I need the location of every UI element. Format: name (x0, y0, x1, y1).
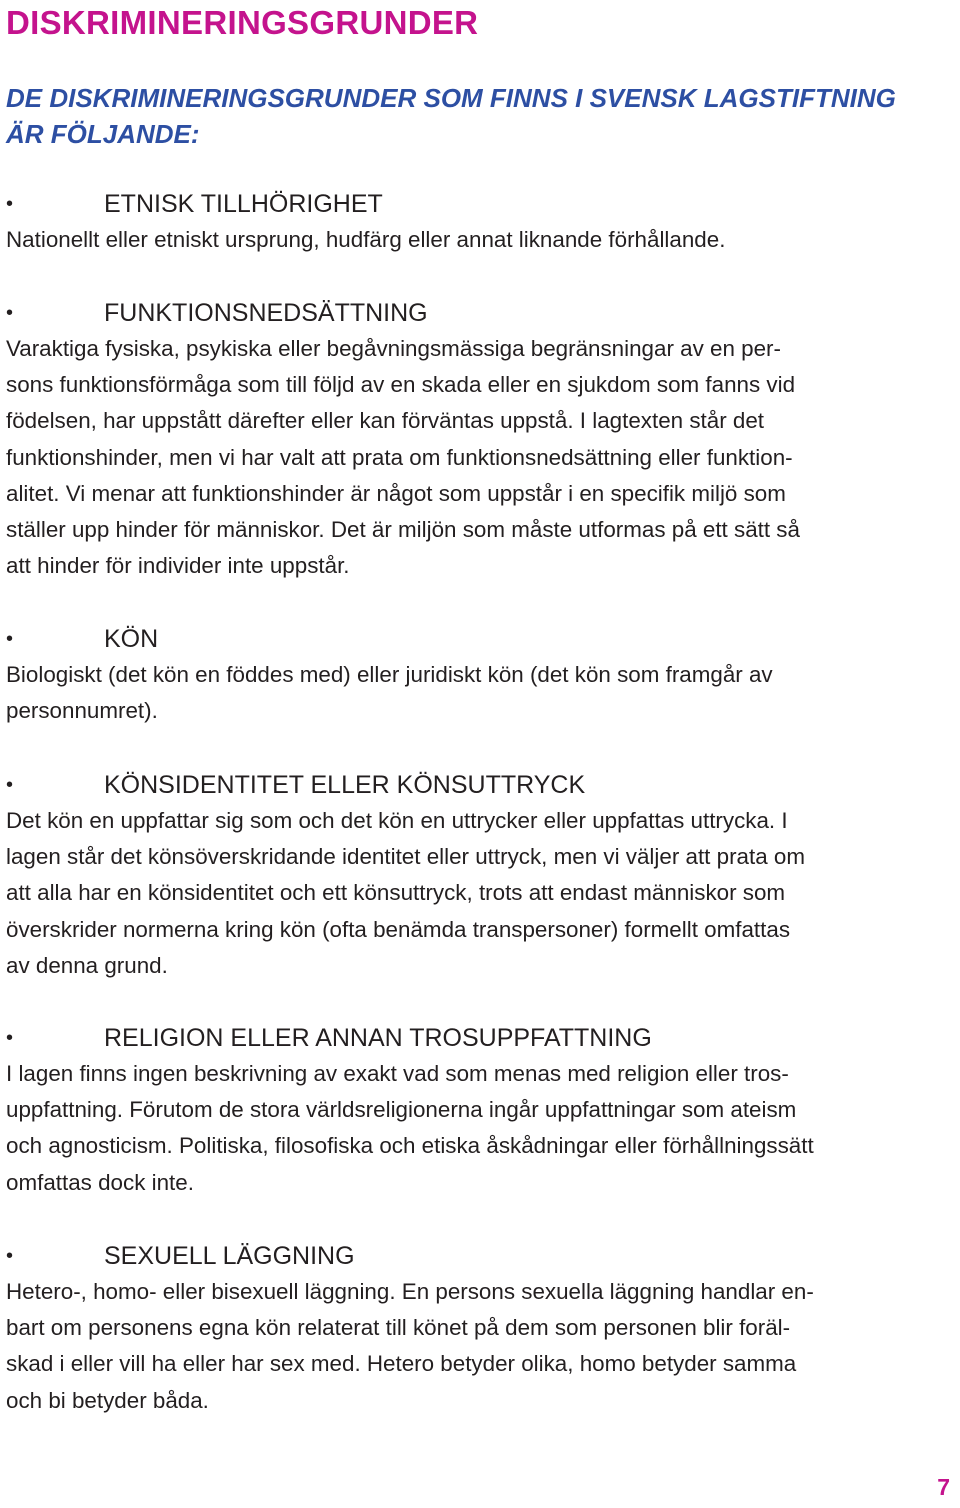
section-konsidentitet (6, 767, 954, 984)
body-line: bart om personens egna kön relaterat till könet på dem som personen blir foräl- (6, 1315, 791, 1341)
body-line: Hetero-, homo- eller bisexuell läggning. En persons sexuella läggning handlar en- (6, 1279, 814, 1304)
bullet-icon: • (6, 1245, 14, 1267)
bullet-icon: • (6, 1027, 14, 1049)
section-body (6, 1274, 954, 1419)
page-number: 7 (937, 1474, 950, 1500)
body-line: av denna grund. (6, 952, 168, 978)
section-heading-label: KÖN (104, 625, 159, 653)
bullet-icon: • (6, 302, 14, 324)
body-line: skad i eller vill ha eller har sex med. Hetero betyder olika, homo betyder samma (6, 1351, 797, 1377)
bullet-icon: • (6, 628, 14, 650)
section-kon (6, 621, 954, 729)
section-religion (6, 1020, 954, 1201)
section-body (6, 1056, 954, 1201)
section-heading-label: FUNKTIONSNEDSÄTTNING (104, 299, 428, 327)
body-line: ställer upp hinder för människor. Det är miljön som måste utformas på ett sätt så (6, 517, 800, 543)
section-heading (6, 1020, 954, 1056)
body-line: att hinder för individer inte uppstår. (6, 553, 350, 579)
section-sexuell-laggning (6, 1238, 954, 1419)
section-heading-label: KÖNSIDENTITET ELLER KÖNSUTTRYCK (104, 771, 586, 799)
body-line: och agnosticism. Politiska, filosofiska och etiska åskådningar eller förhållningssätt (6, 1133, 814, 1159)
body-line: alitet. Vi menar att funktionshinder är något som uppstår i en specifik miljö som (6, 480, 786, 506)
body-line: Nationellt eller etniskt ursprung, hudfärg eller annat liknande förhållande. (6, 227, 726, 252)
body-line: personnumret). (6, 698, 158, 724)
section-body (6, 803, 954, 984)
body-line: funktionshinder, men vi har valt att prata om funktionsnedsättning eller funktion- (6, 444, 793, 470)
body-line: och bi betyder båda. (6, 1387, 209, 1413)
body-line: att alla har en könsidentitet och ett könsuttryck, trots att endast människor som (6, 880, 786, 906)
body-line: lagen står det könsöverskridande identitet eller uttryck, men vi väljer att prata om (6, 844, 805, 870)
body-line: Varaktiga fysiska, psykiska eller begåvningsmässiga begränsningar av en per- (6, 336, 781, 361)
section-heading (6, 186, 954, 222)
section-body (6, 222, 954, 258)
page-title: DISKRIMINERINGSGRUNDER (6, 4, 479, 41)
body-line: Biologiskt (det kön en föddes med) eller juridiskt kön (det kön som framgår av (6, 662, 773, 687)
body-line: överskrider normerna kring kön (ofta benämda transpersoner) formellt omfattas (6, 916, 791, 942)
section-body (6, 657, 954, 729)
body-line: födelsen, har uppstått därefter eller kan förväntas uppstå. I lagtexten står det (6, 408, 765, 434)
section-heading (6, 295, 954, 331)
section-etnisk-tillhorighet (6, 186, 954, 258)
section-heading (6, 767, 954, 803)
section-heading (6, 1238, 954, 1274)
section-funktionsnedsattning (6, 295, 954, 584)
section-body (6, 331, 954, 584)
bullet-icon: • (6, 193, 14, 215)
body-line: I lagen finns ingen beskrivning av exakt vad som menas med religion eller tros- (6, 1061, 789, 1086)
page-subtitle: DE DISKRIMINERINGSGRUNDER SOM FINNS I SVENSK LAGSTIFTNING ÄR FÖLJANDE: (6, 83, 896, 149)
body-line: sons funktionsförmåga som till följd av en skada eller en sjukdom som fanns vid (6, 372, 796, 398)
bullet-icon: • (6, 774, 14, 796)
section-heading (6, 621, 954, 657)
body-line: uppfattning. Förutom de stora världsreligionerna ingår uppfattningar som ateism (6, 1097, 797, 1123)
section-heading-label: RELIGION ELLER ANNAN TROSUPPFATTNING (104, 1024, 652, 1052)
section-heading-label: SEXUELL LÄGGNING (104, 1242, 355, 1270)
section-heading-label: ETNISK TILLHÖRIGHET (104, 190, 383, 218)
body-line: omfattas dock inte. (6, 1169, 194, 1195)
body-line: Det kön en uppfattar sig som och det kön en uttrycker eller uppfattas uttrycka. I (6, 808, 788, 833)
